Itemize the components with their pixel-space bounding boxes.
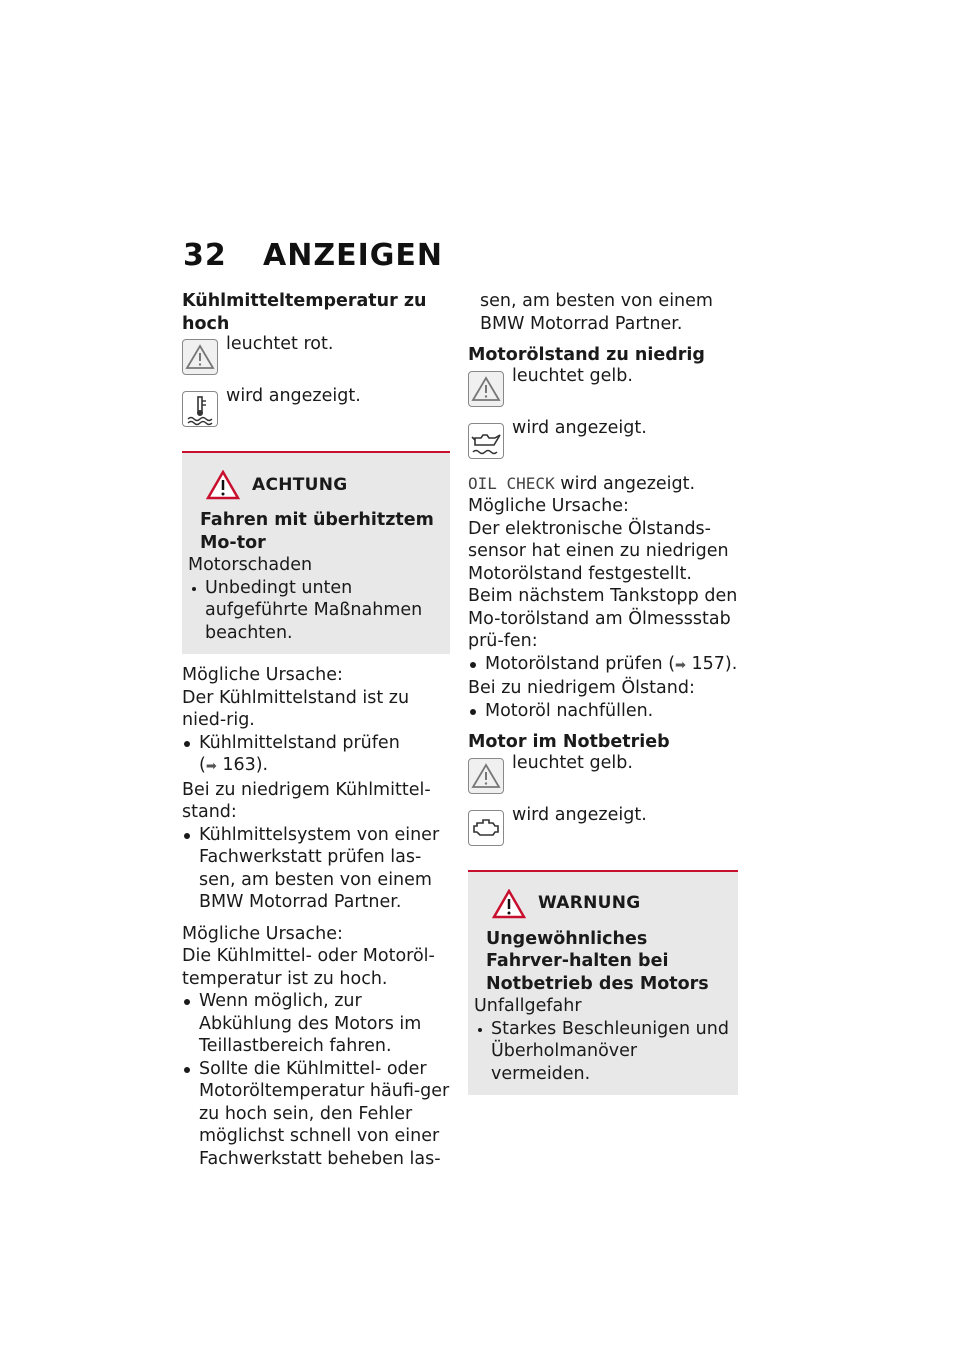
cause-label: Mögliche Ursache: xyxy=(182,665,343,685)
warning-triangle-icon xyxy=(492,889,526,919)
notice-title-row xyxy=(492,884,732,924)
display-text: wird angezeigt. xyxy=(512,804,647,825)
bullet-check-coolant: Kühlmittelstand prüfen (➡ 163). xyxy=(182,732,450,779)
page-header xyxy=(183,238,443,273)
bullet-text: Kühlmittelstand prüfen xyxy=(199,732,400,753)
notice-title-row xyxy=(206,465,444,505)
lamp-text: leuchtet rot. xyxy=(226,334,334,354)
oil-heading: Motorölstand zu niedrig xyxy=(468,345,705,365)
lamp-row-warning xyxy=(182,334,450,389)
warnung-notice xyxy=(468,870,738,1096)
notice-subject: Ungewöhnliches Fahrver-halten bei Notbetrieb des Motors xyxy=(486,928,709,994)
reference-arrow-icon: ➡ xyxy=(675,657,686,673)
lamp-text: leuchtet gelb. xyxy=(512,365,633,386)
right-column xyxy=(468,290,738,1105)
notice-title: WARNUNG xyxy=(538,893,641,914)
notice-bullet: Starkes Beschleunigen und Überholmanöver vermeiden. xyxy=(474,1018,732,1086)
lamp-text: leuchtet gelb. xyxy=(512,752,633,773)
oil-can-icon xyxy=(468,423,504,459)
warning-triangle-icon xyxy=(468,758,504,794)
notice-subject: Fahren mit überhitztem Mo-tor xyxy=(200,510,434,553)
lamp-row-warning xyxy=(468,752,738,808)
notice-consequence: Motorschaden xyxy=(188,555,313,575)
warning-triangle-icon xyxy=(206,470,240,500)
lamp-row-oil xyxy=(468,417,738,473)
warning-triangle-icon xyxy=(468,371,504,407)
continuation-text: sen, am besten von einem BMW Motorrad Partner. xyxy=(480,291,713,334)
left-column xyxy=(182,290,450,1170)
bullet-check-oil xyxy=(468,653,738,678)
lamp-row-engine xyxy=(468,804,738,860)
emergency-heading: Motor im Notbetrieb xyxy=(468,732,670,752)
notice-bullet: Unbedingt unten aufgeführte Maßnahmen beachten. xyxy=(188,577,444,645)
warning-triangle-icon xyxy=(182,339,218,375)
page-number: 32 xyxy=(183,238,227,273)
condition-text: Bei zu niedrigem Kühlmittel-stand: xyxy=(182,779,431,822)
cause-label: Mögliche Ursache: xyxy=(468,496,629,516)
engine-icon xyxy=(468,810,504,846)
bullet-frequent-overheat: Sollte die Kühlmittel- oder Motoröltemperatur häufi-ger zu hoch sein, den Fehler möglichst schnell von einer Fachwerkstatt beheben las- xyxy=(182,1058,450,1171)
cause-label: Mögliche Ursache: xyxy=(182,923,343,944)
display-suffix: wird angezeigt. xyxy=(560,473,696,494)
bullet-refill-oil: Motoröl nachfüllen. xyxy=(468,700,738,723)
bullet-text: Motorölstand prüfen ( xyxy=(485,653,676,674)
display-code: OIL CHECK xyxy=(468,473,555,493)
reference-arrow-icon: ➡ xyxy=(205,759,217,774)
chapter-title: ANZEIGEN xyxy=(263,238,443,273)
coolant-heading: Kühlmitteltemperatur zu hoch xyxy=(182,291,427,334)
oil-check-line xyxy=(468,473,738,496)
cause-text: Der Kühlmittelstand ist zu nied-rig. xyxy=(182,687,410,730)
bullet-workshop: Kühlmittelsystem von einer Fachwerkstatt prüfen las-sen, am besten von einem BMW Motorrad Partner. xyxy=(182,824,450,914)
notice-consequence: Unfallgefahr xyxy=(474,996,582,1016)
cause-text: Der elektronische Ölstands-sensor hat einen zu niedrigen Motorölstand festgestellt. Beim nächstem Tankstopp den Mo-torölstand am Ölmessstab prü-fen: xyxy=(468,518,738,651)
lamp-row-warning xyxy=(468,365,738,421)
cause-text: Die Kühlmittel- oder Motoröl-temperatur ist zu hoch. xyxy=(182,946,435,989)
coolant-temperature-icon xyxy=(182,391,218,427)
lamp-row-coolant xyxy=(182,386,450,441)
display-text: wird angezeigt. xyxy=(226,386,361,406)
page-reference[interactable]: 163). xyxy=(222,755,269,775)
notice-title: ACHTUNG xyxy=(252,474,348,495)
achtung-notice xyxy=(182,451,450,654)
page-reference[interactable]: 157). xyxy=(691,653,738,674)
display-text: wird angezeigt. xyxy=(512,417,647,438)
bullet-partial-load: Wenn möglich, zur Abkühlung des Motors im Teillastbereich fahren. xyxy=(182,990,450,1058)
condition-text: Bei zu niedrigem Ölstand: xyxy=(468,678,695,698)
